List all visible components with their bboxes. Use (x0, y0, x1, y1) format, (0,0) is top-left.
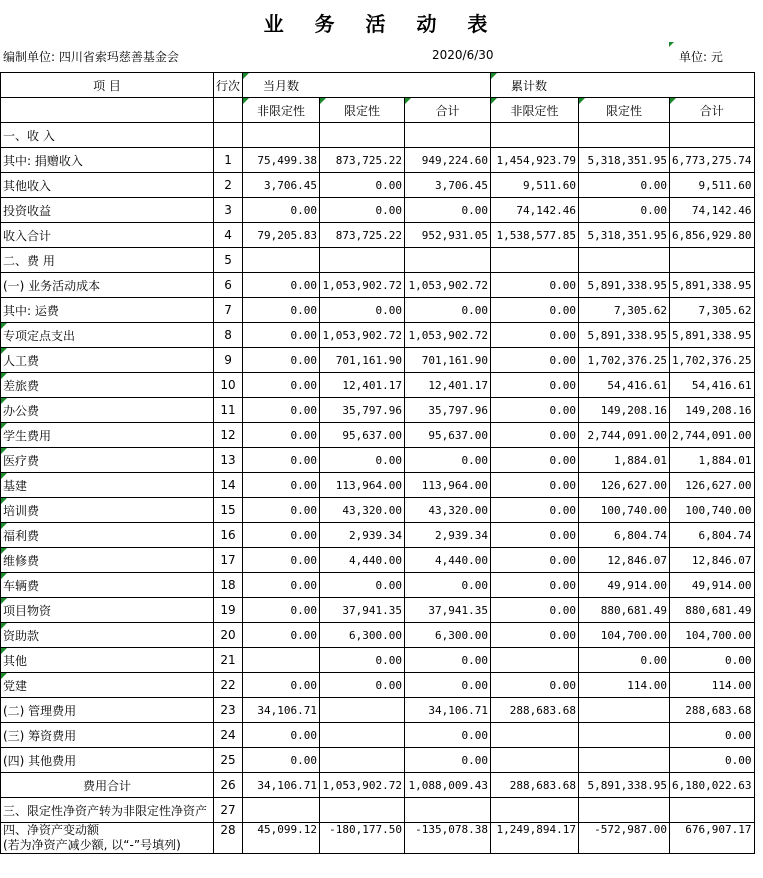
value-cell[interactable]: 54,416.61 (670, 373, 754, 398)
report-title: 业 务 活 动 表 (263, 12, 500, 36)
row-number[interactable]: 15 (214, 498, 243, 523)
value-cell[interactable]: 3,706.45 (405, 173, 491, 198)
table-row (1, 273, 755, 298)
value-cell[interactable]: 676,907.17 (670, 823, 754, 854)
header-unrestricted-cumulative[interactable]: 非限定性 (491, 98, 579, 123)
table-row (1, 523, 755, 548)
value-cell[interactable]: 0.00 (320, 198, 405, 223)
row-number[interactable]: 8 (214, 323, 243, 348)
value-cell[interactable]: 288,683.68 (491, 773, 579, 798)
table-row (1, 748, 755, 773)
table-row (1, 248, 755, 273)
value-cell[interactable]: 0.00 (491, 673, 579, 698)
value-cell[interactable]: -135,078.38 (405, 823, 491, 854)
value-cell[interactable]: 34,106.71 (405, 698, 491, 723)
value-cell[interactable]: 104,700.00 (579, 623, 670, 648)
value-cell[interactable]: -572,987.00 (579, 823, 670, 854)
value-cell[interactable] (320, 248, 405, 273)
value-cell[interactable]: 0.00 (491, 398, 579, 423)
table-row (1, 648, 755, 673)
value-cell[interactable]: 2,939.34 (320, 523, 405, 548)
value-cell[interactable]: 49,914.00 (579, 573, 670, 598)
value-cell[interactable]: 2,744,091.00 (579, 423, 670, 448)
header-row-2 (1, 98, 755, 123)
value-cell[interactable] (579, 248, 670, 273)
row-number[interactable]: 2 (214, 173, 243, 198)
value-cell[interactable]: 0.00 (491, 473, 579, 498)
header-total-month[interactable]: 合计 (405, 98, 491, 123)
row-number[interactable]: 12 (214, 423, 243, 448)
table-row (1, 698, 755, 723)
row-label[interactable]: 费用合计 (1, 773, 214, 798)
value-cell[interactable]: 0.00 (243, 573, 320, 598)
value-cell[interactable]: 0.00 (243, 748, 320, 773)
value-cell[interactable]: 873,725.22 (320, 148, 405, 173)
row-number[interactable]: 7 (214, 298, 243, 323)
value-cell[interactable]: 0.00 (491, 298, 579, 323)
value-cell[interactable]: 0.00 (243, 298, 320, 323)
value-cell[interactable]: 1,884.01 (670, 448, 754, 473)
value-cell[interactable] (320, 698, 405, 723)
value-cell[interactable]: 1,053,902.72 (405, 273, 491, 298)
value-cell[interactable]: 1,088,009.43 (405, 773, 491, 798)
value-cell[interactable]: 6,300.00 (320, 623, 405, 648)
value-cell[interactable] (320, 123, 405, 148)
value-cell[interactable]: 12,401.17 (320, 373, 405, 398)
table-row (1, 798, 755, 823)
table-row (1, 198, 755, 223)
value-cell[interactable]: 9,511.60 (491, 173, 579, 198)
value-cell[interactable]: 0.00 (405, 198, 491, 223)
row-number[interactable]: 19 (214, 598, 243, 623)
row-number[interactable]: 21 (214, 648, 243, 673)
row-label[interactable]: 基建 (1, 473, 214, 498)
row-label[interactable]: 专项定点支出 (1, 323, 214, 348)
value-cell[interactable]: 0.00 (405, 673, 491, 698)
row-label[interactable]: (一) 业务活动成本 (1, 273, 214, 298)
value-cell[interactable]: 5,891,338.95 (670, 273, 754, 298)
value-cell[interactable]: 880,681.49 (670, 598, 754, 623)
value-cell[interactable]: 6,856,929.80 (670, 223, 754, 248)
header-blank[interactable] (214, 98, 243, 123)
row-number[interactable]: 18 (214, 573, 243, 598)
table-row (1, 298, 755, 323)
value-cell[interactable]: 0.00 (491, 423, 579, 448)
value-cell[interactable]: 0.00 (491, 448, 579, 473)
header-unrestricted-month[interactable]: 非限定性 (243, 98, 320, 123)
table-row (1, 823, 755, 854)
value-cell[interactable]: 6,180,022.63 (670, 773, 754, 798)
value-cell[interactable]: 880,681.49 (579, 598, 670, 623)
value-cell[interactable]: 0.00 (670, 723, 754, 748)
value-cell[interactable]: 2,744,091.00 (670, 423, 754, 448)
value-cell[interactable] (579, 798, 670, 823)
value-cell[interactable] (491, 648, 579, 673)
table-row (1, 348, 755, 373)
value-cell[interactable]: 74,142.46 (491, 198, 579, 223)
value-cell[interactable]: 1,053,902.72 (320, 273, 405, 298)
value-cell[interactable]: 149,208.16 (670, 398, 754, 423)
value-cell[interactable]: 37,941.35 (320, 598, 405, 623)
row-number[interactable]: 5 (214, 248, 243, 273)
header-restricted-cumulative[interactable]: 限定性 (579, 98, 670, 123)
row-number[interactable]: 27 (214, 798, 243, 823)
row-number[interactable] (214, 123, 243, 148)
row-number[interactable]: 16 (214, 523, 243, 548)
value-cell[interactable]: 0.00 (491, 323, 579, 348)
row-number[interactable]: 14 (214, 473, 243, 498)
value-cell[interactable]: 1,249,894.17 (491, 823, 579, 854)
row-number[interactable]: 20 (214, 623, 243, 648)
row-number[interactable]: 10 (214, 373, 243, 398)
value-cell[interactable] (579, 723, 670, 748)
value-cell[interactable]: 113,964.00 (405, 473, 491, 498)
row-label[interactable]: 福利费 (1, 523, 214, 548)
value-cell[interactable]: 1,702,376.25 (579, 348, 670, 373)
value-cell[interactable]: 288,683.68 (670, 698, 754, 723)
value-cell[interactable]: 1,053,902.72 (320, 773, 405, 798)
value-cell[interactable] (579, 748, 670, 773)
value-cell[interactable]: 0.00 (405, 748, 491, 773)
value-cell[interactable] (320, 798, 405, 823)
table-row (1, 548, 755, 573)
row-label[interactable]: (三) 筹资费用 (1, 723, 214, 748)
row-label[interactable]: 其他收入 (1, 173, 214, 198)
value-cell[interactable] (405, 123, 491, 148)
value-cell[interactable]: 37,941.35 (405, 598, 491, 623)
value-cell[interactable]: 12,846.07 (579, 548, 670, 573)
value-cell[interactable]: 0.00 (491, 273, 579, 298)
value-cell[interactable]: 9,511.60 (670, 173, 754, 198)
row-label[interactable]: 三、限定性净资产转为非限定性净资产 (1, 798, 214, 823)
reporting-unit: 编制单位: 四川省索玛慈善基金会 (3, 50, 179, 64)
value-cell[interactable]: 0.00 (491, 348, 579, 373)
row-number[interactable]: 4 (214, 223, 243, 248)
row-number[interactable]: 28 (214, 823, 243, 854)
value-cell[interactable]: 35,797.96 (405, 398, 491, 423)
table-row (1, 398, 755, 423)
row-number[interactable]: 11 (214, 398, 243, 423)
table-row (1, 623, 755, 648)
value-cell[interactable]: 75,499.38 (243, 148, 320, 173)
value-cell[interactable] (670, 798, 754, 823)
row-label[interactable]: 车辆费 (1, 573, 214, 598)
value-cell[interactable]: 0.00 (243, 523, 320, 548)
value-cell[interactable] (579, 123, 670, 148)
row-number[interactable]: 6 (214, 273, 243, 298)
value-cell[interactable]: 114.00 (670, 673, 754, 698)
row-label[interactable]: 学生费用 (1, 423, 214, 448)
value-cell[interactable]: 0.00 (491, 498, 579, 523)
value-cell[interactable]: 701,161.90 (320, 348, 405, 373)
value-cell[interactable]: 0.00 (243, 273, 320, 298)
value-cell[interactable]: 0.00 (405, 723, 491, 748)
value-cell[interactable]: 43,320.00 (320, 498, 405, 523)
value-cell[interactable]: 1,053,902.72 (320, 323, 405, 348)
value-cell[interactable]: 0.00 (320, 448, 405, 473)
value-cell[interactable]: 0.00 (405, 648, 491, 673)
value-cell[interactable]: 100,740.00 (670, 498, 754, 523)
row-number[interactable]: 17 (214, 548, 243, 573)
value-cell[interactable]: 5,891,338.95 (579, 273, 670, 298)
value-cell[interactable]: 0.00 (243, 448, 320, 473)
row-label[interactable]: 人工费 (1, 348, 214, 373)
value-cell[interactable]: 104,700.00 (670, 623, 754, 648)
value-cell[interactable] (491, 248, 579, 273)
value-cell[interactable]: 95,637.00 (320, 423, 405, 448)
value-cell[interactable]: -180,177.50 (320, 823, 405, 854)
value-cell[interactable]: 949,224.60 (405, 148, 491, 173)
value-cell[interactable] (405, 798, 491, 823)
value-cell[interactable]: 873,725.22 (320, 223, 405, 248)
value-cell[interactable]: 701,161.90 (405, 348, 491, 373)
activity-table (0, 72, 755, 854)
value-cell[interactable]: 4,440.00 (320, 548, 405, 573)
value-cell[interactable]: 1,454,923.79 (491, 148, 579, 173)
row-label[interactable]: 培训费 (1, 498, 214, 523)
row-label[interactable]: 收入合计 (1, 223, 214, 248)
value-cell[interactable]: 35,797.96 (320, 398, 405, 423)
header-item[interactable]: 项 目 (1, 73, 214, 98)
value-cell[interactable]: 0.00 (243, 373, 320, 398)
value-cell[interactable]: 0.00 (243, 498, 320, 523)
value-cell[interactable]: 5,891,338.95 (579, 773, 670, 798)
value-cell[interactable]: 6,804.74 (579, 523, 670, 548)
value-cell[interactable]: 7,305.62 (579, 298, 670, 323)
table-row (1, 448, 755, 473)
value-cell[interactable]: 126,627.00 (579, 473, 670, 498)
row-label[interactable]: 其中: 捐赠收入 (1, 148, 214, 173)
value-cell[interactable]: 5,318,351.95 (579, 148, 670, 173)
header-total-cumulative[interactable]: 合计 (670, 98, 754, 123)
header-restricted-month[interactable]: 限定性 (320, 98, 405, 123)
value-cell[interactable]: 288,683.68 (491, 698, 579, 723)
row-label[interactable]: 二、费 用 (1, 248, 214, 273)
value-cell[interactable] (491, 798, 579, 823)
header-cumulative[interactable]: 累计数 (491, 73, 754, 98)
table-row (1, 173, 755, 198)
table-row (1, 498, 755, 523)
value-cell[interactable]: 43,320.00 (405, 498, 491, 523)
row-number[interactable]: 25 (214, 748, 243, 773)
value-cell[interactable]: 12,401.17 (405, 373, 491, 398)
value-cell[interactable] (405, 248, 491, 273)
row-label[interactable]: 一、收 入 (1, 123, 214, 148)
value-cell[interactable]: 95,637.00 (405, 423, 491, 448)
row-label[interactable]: 差旅费 (1, 373, 214, 398)
value-cell[interactable] (579, 698, 670, 723)
value-cell[interactable]: 952,931.05 (405, 223, 491, 248)
value-cell[interactable]: 0.00 (243, 398, 320, 423)
value-cell[interactable] (320, 748, 405, 773)
row-label[interactable]: 维修费 (1, 548, 214, 573)
value-cell[interactable] (491, 748, 579, 773)
value-cell[interactable]: 79,205.83 (243, 223, 320, 248)
value-cell[interactable]: 49,914.00 (670, 573, 754, 598)
value-cell[interactable]: 12,846.07 (670, 548, 754, 573)
value-cell[interactable]: 0.00 (243, 323, 320, 348)
value-cell[interactable]: 0.00 (579, 648, 670, 673)
value-cell[interactable]: 0.00 (405, 298, 491, 323)
value-cell[interactable] (243, 123, 320, 148)
table-row (1, 373, 755, 398)
value-cell[interactable]: 74,142.46 (670, 198, 754, 223)
value-cell[interactable] (670, 123, 754, 148)
header-blank[interactable] (1, 98, 214, 123)
table-row (1, 423, 755, 448)
value-cell[interactable]: 5,318,351.95 (579, 223, 670, 248)
table-row (1, 723, 755, 748)
value-cell[interactable]: 45,099.12 (243, 823, 320, 854)
value-cell[interactable]: 0.00 (243, 198, 320, 223)
value-cell[interactable]: 1,538,577.85 (491, 223, 579, 248)
header-row-no[interactable]: 行次 (214, 73, 243, 98)
row-label[interactable]: 资助款 (1, 623, 214, 648)
row-label[interactable]: 项目物资 (1, 598, 214, 623)
value-cell[interactable]: 4,440.00 (405, 548, 491, 573)
row-label[interactable]: 党建 (1, 673, 214, 698)
value-cell[interactable]: 0.00 (243, 548, 320, 573)
table-row (1, 223, 755, 248)
value-cell[interactable]: 0.00 (579, 173, 670, 198)
value-cell[interactable]: 3,706.45 (243, 173, 320, 198)
value-cell[interactable]: 0.00 (491, 523, 579, 548)
row-number[interactable]: 1 (214, 148, 243, 173)
value-cell[interactable]: 5,891,338.95 (579, 323, 670, 348)
value-cell[interactable]: 0.00 (320, 648, 405, 673)
report-date: 2020/6/30 (432, 48, 494, 62)
table-row (1, 673, 755, 698)
value-cell[interactable]: 6,773,275.74 (670, 148, 754, 173)
value-cell[interactable]: 126,627.00 (670, 473, 754, 498)
value-cell[interactable] (243, 648, 320, 673)
value-cell[interactable]: 1,884.01 (579, 448, 670, 473)
cell-marker (669, 42, 674, 47)
row-number[interactable]: 22 (214, 673, 243, 698)
value-cell[interactable]: 2,939.34 (405, 523, 491, 548)
value-cell[interactable]: 114.00 (579, 673, 670, 698)
value-cell[interactable]: 100,740.00 (579, 498, 670, 523)
table-row (1, 598, 755, 623)
value-cell[interactable]: 0.00 (670, 748, 754, 773)
value-cell[interactable]: 6,804.74 (670, 523, 754, 548)
value-cell[interactable]: 5,891,338.95 (670, 323, 754, 348)
value-cell[interactable] (243, 798, 320, 823)
row-label[interactable]: 其中: 运费 (1, 298, 214, 323)
table-row (1, 148, 755, 173)
value-cell[interactable]: 0.00 (320, 298, 405, 323)
header-current-month[interactable]: 当月数 (243, 73, 491, 98)
value-cell[interactable]: 0.00 (491, 548, 579, 573)
value-cell[interactable]: 0.00 (405, 573, 491, 598)
table-row (1, 773, 755, 798)
value-cell[interactable]: 6,300.00 (405, 623, 491, 648)
value-cell[interactable]: 0.00 (320, 673, 405, 698)
currency-unit: 单位: 元 (679, 50, 723, 64)
value-cell[interactable]: 0.00 (243, 598, 320, 623)
value-cell[interactable]: 0.00 (243, 673, 320, 698)
value-cell[interactable]: 34,106.71 (243, 773, 320, 798)
value-cell[interactable]: 1,702,376.25 (670, 348, 754, 373)
value-cell[interactable]: 0.00 (243, 623, 320, 648)
value-cell[interactable] (491, 723, 579, 748)
value-cell[interactable]: 1,053,902.72 (405, 323, 491, 348)
row-label[interactable]: 其他 (1, 648, 214, 673)
row-number[interactable]: 3 (214, 198, 243, 223)
row-label[interactable]: (四) 其他费用 (1, 748, 214, 773)
value-cell[interactable]: 0.00 (670, 648, 754, 673)
table-row (1, 123, 755, 148)
value-cell[interactable]: 0.00 (243, 423, 320, 448)
value-cell[interactable] (243, 248, 320, 273)
table-row (1, 473, 755, 498)
row-number[interactable]: 23 (214, 698, 243, 723)
value-cell[interactable]: 0.00 (243, 723, 320, 748)
row-number[interactable]: 9 (214, 348, 243, 373)
value-cell[interactable]: 0.00 (579, 198, 670, 223)
row-label[interactable]: 办公费 (1, 398, 214, 423)
value-cell[interactable]: 113,964.00 (320, 473, 405, 498)
value-cell[interactable]: 54,416.61 (579, 373, 670, 398)
table-row (1, 323, 755, 348)
header-row-1 (1, 73, 755, 98)
value-cell[interactable]: 0.00 (491, 573, 579, 598)
value-cell[interactable]: 0.00 (243, 348, 320, 373)
value-cell[interactable]: 0.00 (491, 373, 579, 398)
value-cell[interactable] (670, 248, 754, 273)
value-cell[interactable]: 0.00 (491, 598, 579, 623)
table-row (1, 573, 755, 598)
row-number[interactable]: 24 (214, 723, 243, 748)
value-cell[interactable]: 0.00 (320, 173, 405, 198)
value-cell[interactable] (491, 123, 579, 148)
value-cell[interactable]: 0.00 (243, 473, 320, 498)
value-cell[interactable] (320, 723, 405, 748)
row-number[interactable]: 13 (214, 448, 243, 473)
row-label[interactable]: 医疗费 (1, 448, 214, 473)
value-cell[interactable]: 0.00 (405, 448, 491, 473)
value-cell[interactable]: 7,305.62 (670, 298, 754, 323)
value-cell[interactable]: 149,208.16 (579, 398, 670, 423)
row-label[interactable]: (二) 管理费用 (1, 698, 214, 723)
value-cell[interactable]: 0.00 (491, 623, 579, 648)
value-cell[interactable]: 34,106.71 (243, 698, 320, 723)
value-cell[interactable]: 0.00 (320, 573, 405, 598)
row-label[interactable]: 四、净资产变动额 (若为净资产减少额, 以“-”号填列) (1, 823, 214, 854)
row-label[interactable]: 投资收益 (1, 198, 214, 223)
row-number[interactable]: 26 (214, 773, 243, 798)
